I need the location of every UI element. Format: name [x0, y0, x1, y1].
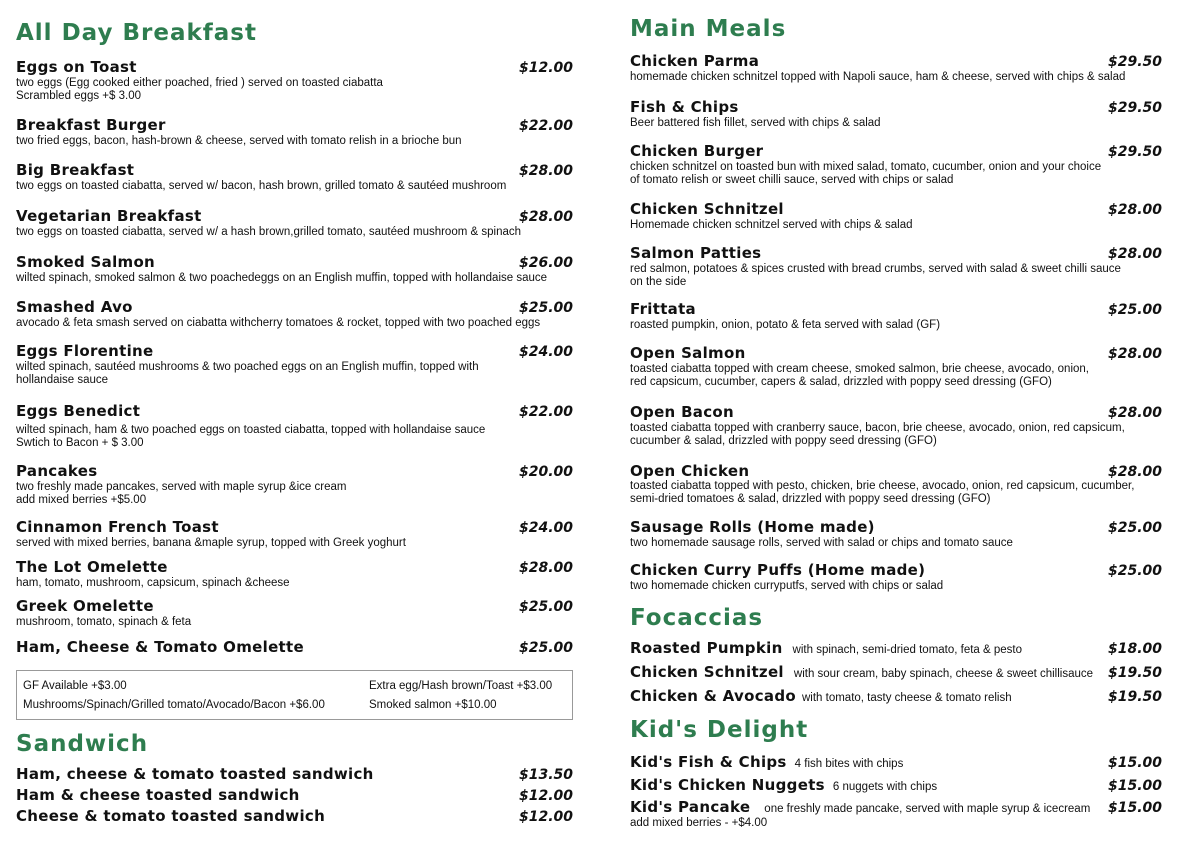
- item-desc: two eggs (Egg cooked either poached, fried ) served on toasted ciabatta: [16, 77, 383, 89]
- item-desc: two freshly made pancakes, served with maple syrup &ice cream: [16, 481, 347, 493]
- item-price: $25.00: [518, 300, 573, 316]
- item-name-text: Roasted Pumpkin: [630, 639, 783, 657]
- item-name: Salmon Patties: [630, 244, 762, 262]
- menu-item: [16, 786, 573, 804]
- extras-gf: GF Available +$3.00: [23, 680, 127, 692]
- item-desc: add mixed berries +$5.00: [16, 493, 147, 506]
- item-name: Eggs Florentine: [16, 342, 154, 360]
- item-note: add mixed berries - +$4.00: [630, 817, 768, 829]
- item-name: Vegetarian Breakfast: [16, 207, 202, 225]
- item-price: $25.00: [518, 640, 573, 656]
- item-price: $20.00: [518, 464, 573, 480]
- item-price: $25.00: [1107, 302, 1162, 318]
- menu-item: [16, 402, 573, 449]
- item-name: Fish & Chips: [630, 98, 739, 116]
- item-desc: Homemade chicken schnitzel served with chips & salad: [630, 219, 913, 231]
- item-desc: ham, tomato, mushroom, capsicum, spinach &cheese: [16, 577, 290, 589]
- item-price: $25.00: [518, 599, 573, 615]
- item-name: Frittata: [630, 300, 696, 318]
- item-desc: two homemade sausage rolls, served with salad or chips and tomato sauce: [630, 537, 1013, 549]
- item-price: $24.00: [518, 344, 573, 360]
- item-name: [630, 776, 937, 794]
- item-price: $12.00: [518, 788, 573, 804]
- item-desc: red capsicum, cucumber, capers & salad, drizzled with poppy seed dressing (GFO): [630, 375, 1052, 388]
- item-name: Open Bacon: [630, 403, 734, 421]
- menu-item: [16, 558, 573, 590]
- item-name: Sausage Rolls (Home made): [630, 518, 875, 536]
- item-name: [630, 663, 1093, 681]
- menu-item: [630, 344, 1162, 388]
- item-price: $28.00: [1107, 464, 1162, 480]
- item-desc: with spinach, semi-dried tomato, feta & pesto: [792, 644, 1023, 656]
- section-title-sandwich: Sandwich: [16, 731, 149, 757]
- item-name-text: Chicken & Avocado: [630, 687, 796, 705]
- menu-item: [16, 161, 573, 193]
- item-name: Ham, Cheese & Tomato Omelette: [16, 638, 304, 656]
- item-price: $18.00: [1107, 641, 1162, 657]
- item-price: $28.00: [518, 209, 573, 225]
- menu-item: [16, 298, 573, 330]
- menu-item: [16, 807, 573, 825]
- item-desc: chicken schnitzel on toasted bun with mixed salad, tomato, cucumber, onion and your choice: [630, 161, 1102, 173]
- item-name: Open Salmon: [630, 344, 746, 362]
- item-desc: with sour cream, baby spinach, cheese & sweet chillisauce: [793, 668, 1094, 680]
- item-name: Chicken Curry Puffs (Home made): [630, 561, 926, 579]
- item-desc: on the side: [630, 275, 687, 288]
- item-desc: two fried eggs, bacon, hash-brown & cheese, served with tomato relish in a brioche bun: [16, 135, 462, 147]
- item-desc: wilted spinach, ham & two poached eggs on toasted ciabatta, topped with hollandaise sauce: [16, 424, 486, 436]
- item-name: [630, 687, 1012, 705]
- menu-item: [16, 116, 573, 148]
- item-desc: wilted spinach, sautéed mushrooms & two poached eggs on an English muffin, topped with: [16, 361, 479, 373]
- menu-item: [630, 462, 1162, 505]
- menu-item: [630, 142, 1162, 186]
- menu-item: [630, 200, 1162, 232]
- menu-item: [16, 518, 573, 550]
- menu-item: [16, 638, 573, 656]
- item-price: $25.00: [1107, 563, 1162, 579]
- menu-item: [630, 98, 1162, 130]
- menu-item: [16, 207, 573, 239]
- item-name: Chicken Burger: [630, 142, 764, 160]
- extras-mushrooms: Mushrooms/Spinach/Grilled tomato/Avocado/Bacon +$6.00: [23, 699, 325, 711]
- item-name: Cheese & tomato toasted sandwich: [16, 807, 326, 825]
- item-price: $15.00: [1107, 800, 1162, 816]
- menu-item: [630, 561, 1162, 593]
- section-title-focaccias: Focaccias: [630, 605, 764, 631]
- item-desc: 6 nuggets with chips: [832, 781, 938, 793]
- item-name: Smashed Avo: [16, 298, 133, 316]
- menu-item: [16, 765, 573, 783]
- item-price: $12.00: [518, 809, 573, 825]
- item-desc: of tomato relish or sweet chilli sauce, served with chips or salad: [630, 173, 954, 186]
- extras-smoked-salmon: Smoked salmon +$10.00: [369, 699, 497, 711]
- item-name: Cinnamon French Toast: [16, 518, 219, 536]
- menu-item: [630, 663, 1162, 681]
- menu-item: [630, 639, 1162, 657]
- item-desc: 4 fish bites with chips: [794, 758, 904, 770]
- item-desc: red salmon, potatoes & spices crusted with bread crumbs, served with salad & sweet chilli sauce: [630, 263, 1121, 275]
- item-name: Chicken Schnitzel: [630, 200, 784, 218]
- menu-item: [630, 403, 1162, 447]
- item-name: [630, 753, 903, 771]
- item-price: $24.00: [518, 520, 573, 536]
- item-desc: with tomato, tasty cheese & tomato relish: [801, 692, 1012, 704]
- item-price: $19.50: [1107, 689, 1162, 705]
- item-name-text: Chicken Schnitzel: [630, 663, 784, 681]
- item-name: [630, 798, 1090, 816]
- menu-item: [16, 462, 573, 506]
- item-name: Ham & cheese toasted sandwich: [16, 786, 300, 804]
- menu-item: [630, 687, 1162, 705]
- item-price: $28.00: [518, 560, 573, 576]
- item-name-text: Kid's Fish & Chips: [630, 753, 787, 771]
- menu-item: [16, 597, 573, 629]
- item-price: $26.00: [518, 255, 573, 271]
- item-desc: Scrambled eggs +$ 3.00: [16, 89, 141, 102]
- item-desc: hollandaise sauce: [16, 373, 109, 386]
- item-price: $22.00: [518, 118, 573, 134]
- menu-item: [16, 253, 573, 285]
- item-name: Big Breakfast: [16, 161, 135, 179]
- item-name: Chicken Parma: [630, 52, 760, 70]
- item-price: $15.00: [1107, 778, 1162, 794]
- item-price: $19.50: [1107, 665, 1162, 681]
- item-price: $25.00: [1107, 520, 1162, 536]
- menu-item: [630, 518, 1162, 550]
- item-desc: Beer battered fish fillet, served with chips & salad: [630, 117, 881, 129]
- section-title-kids: Kid's Delight: [630, 717, 809, 743]
- menu-item: [630, 776, 1162, 794]
- item-name: Eggs Benedict: [16, 402, 141, 420]
- item-desc: two eggs on toasted ciabatta, served w/ bacon, hash brown, grilled tomato & sautéed mushroom: [16, 180, 507, 192]
- item-price: $29.50: [1107, 54, 1162, 70]
- item-price: $28.00: [518, 163, 573, 179]
- menu-item: [630, 52, 1162, 84]
- item-name: Smoked Salmon: [16, 253, 156, 271]
- item-name-text: Kid's Chicken Nuggets: [630, 776, 825, 794]
- menu-item: [16, 342, 573, 386]
- item-desc: Swtich to Bacon + $ 3.00: [16, 436, 144, 449]
- section-title-main-meals: Main Meals: [630, 16, 787, 42]
- item-desc: cucumber & salad, drizzled with poppy seed dressing (GFO): [630, 434, 937, 447]
- item-desc: toasted ciabatta topped with cranberry sauce, bacon, brie cheese, avocado, onion, red capsicum,: [630, 422, 1125, 434]
- menu-item: [630, 753, 1162, 771]
- item-price: $28.00: [1107, 405, 1162, 421]
- item-price: $28.00: [1107, 246, 1162, 262]
- item-desc: one freshly made pancake, served with maple syrup & icecream: [764, 803, 1091, 815]
- item-price: $12.00: [518, 60, 573, 76]
- menu-item: [630, 798, 1162, 830]
- item-price: $13.50: [518, 767, 573, 783]
- item-desc: two eggs on toasted ciabatta, served w/ a hash brown,grilled tomato, sautéed mushroom & spinach: [16, 226, 522, 238]
- item-name: Breakfast Burger: [16, 116, 166, 134]
- item-name: Greek Omelette: [16, 597, 154, 615]
- extras-extra-egg: Extra egg/Hash brown/Toast +$3.00: [369, 680, 553, 692]
- item-name: Open Chicken: [630, 462, 750, 480]
- menu-item: [630, 300, 1162, 332]
- item-name: Pancakes: [16, 462, 98, 480]
- extras-box: [16, 670, 573, 720]
- item-price: $15.00: [1107, 755, 1162, 771]
- menu-item: [16, 58, 573, 102]
- item-name: The Lot Omelette: [16, 558, 168, 576]
- item-desc: served with mixed berries, banana &maple syrup, topped with Greek yoghurt: [16, 537, 406, 549]
- item-price: $28.00: [1107, 346, 1162, 362]
- item-desc: mushroom, tomato, spinach & feta: [16, 616, 192, 628]
- item-name: [630, 639, 1022, 657]
- item-name: Ham, cheese & tomato toasted sandwich: [16, 765, 374, 783]
- section-title-breakfast: All Day Breakfast: [16, 20, 257, 46]
- item-name: Eggs on Toast: [16, 58, 137, 76]
- item-price: $22.00: [518, 404, 573, 420]
- item-price: $28.00: [1107, 202, 1162, 218]
- item-desc: wilted spinach, smoked salmon & two poachedeggs on an English muffin, topped with hollandaise sauce: [16, 272, 548, 284]
- item-desc: homemade chicken schnitzel topped with Napoli sauce, ham & cheese, served with chips & salad: [630, 71, 1126, 83]
- item-name-text: Kid's Pancake: [630, 798, 751, 816]
- item-price: $29.50: [1107, 144, 1162, 160]
- item-desc: toasted ciabatta topped with cream cheese, smoked salmon, brie cheese, avocado, onion,: [630, 363, 1089, 375]
- item-price: $29.50: [1107, 100, 1162, 116]
- item-desc: roasted pumpkin, onion, potato & feta served with salad (GF): [630, 319, 941, 331]
- menu-item: [630, 244, 1162, 288]
- item-desc: toasted ciabatta topped with pesto, chicken, brie cheese, avocado, onion, red capsicum, cucumber,: [630, 480, 1135, 492]
- item-desc: avocado & feta smash served on ciabatta withcherry tomatoes & rocket, topped with two poached eggs: [16, 317, 541, 329]
- item-desc: semi-dried tomatoes & salad, drizzled with poppy seed dressing (GFO): [630, 492, 991, 505]
- item-desc: two homemade chicken curryputfs, served with chips or salad: [630, 580, 944, 592]
